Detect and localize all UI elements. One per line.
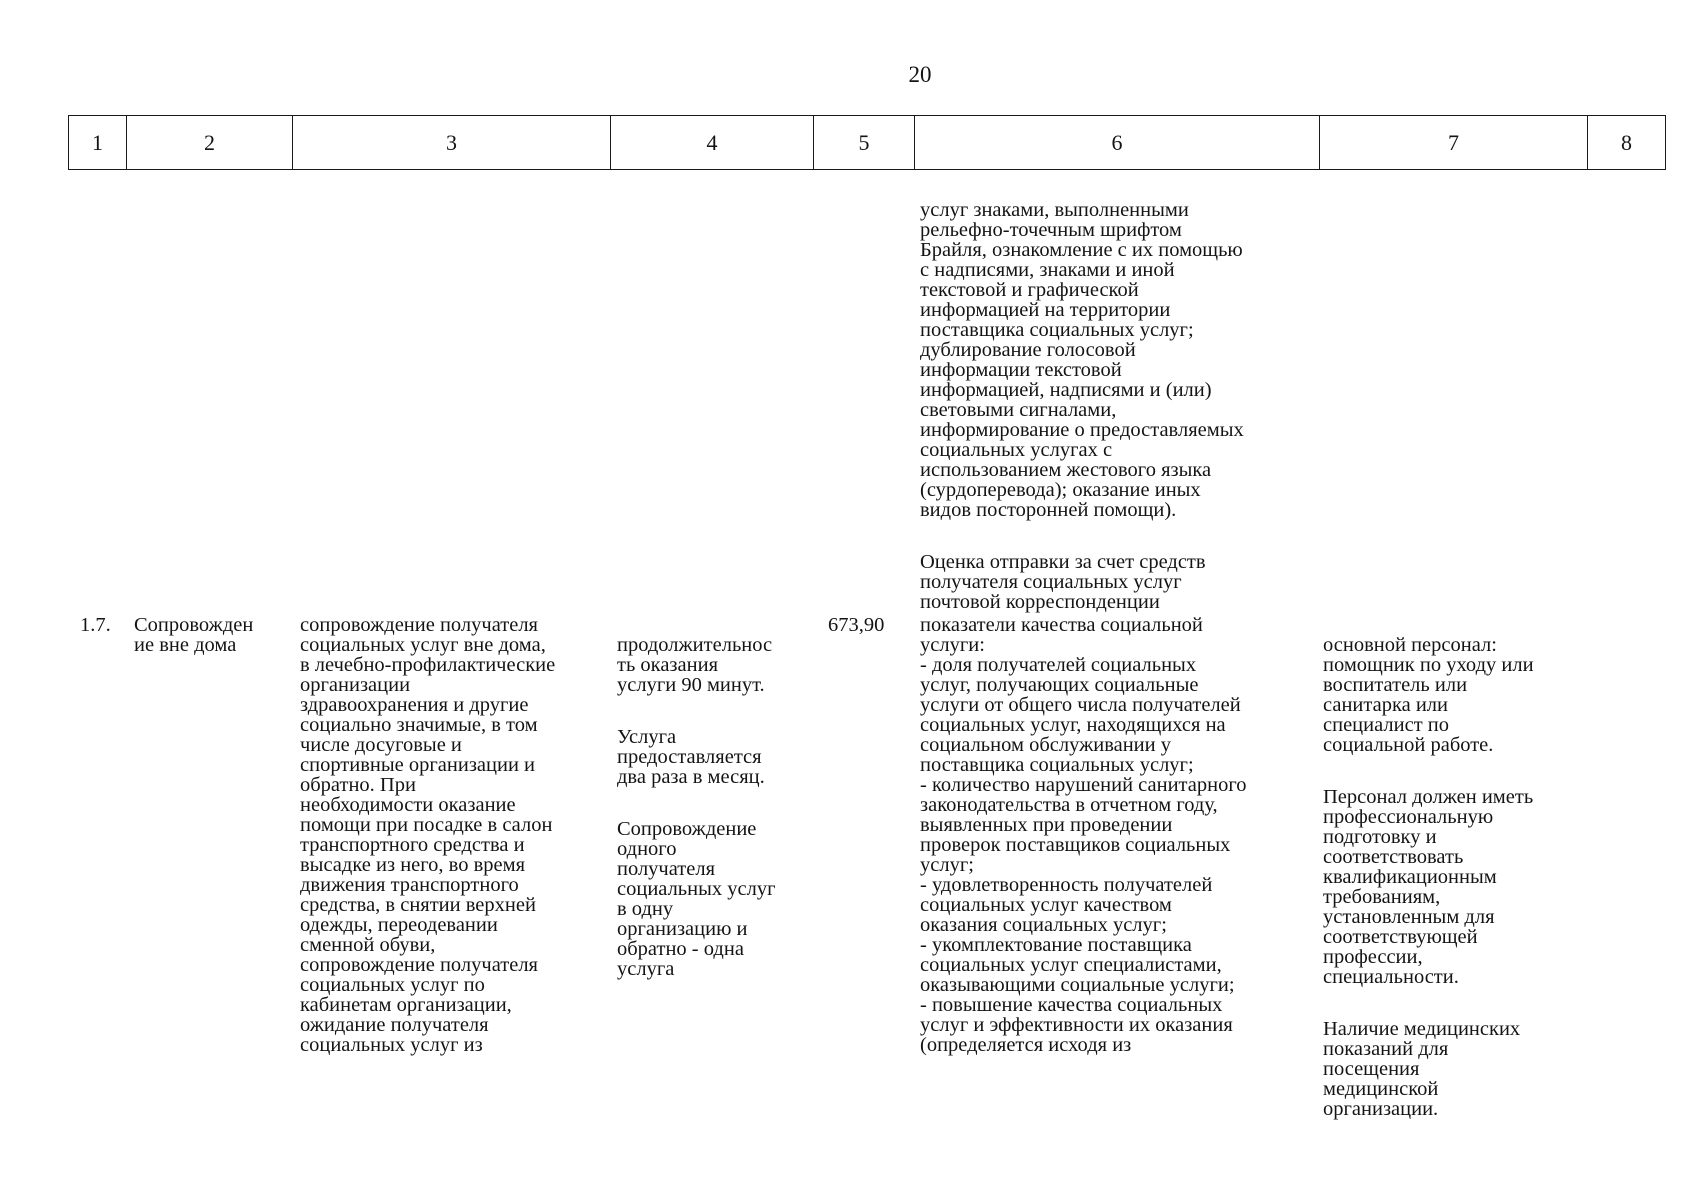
service-name: Сопровожден ие вне дома <box>134 614 254 656</box>
quality-indicators: показатели качества социальной услуги: - доля получателей социальных услуг, получающих социальные услуги от общего числа получателей социальных услуг, находящихся на социальном обслуживании у поставщика социальных услуг; - количество нарушений санитарного законодательства в отчетном году, выявленных при проведении проверок поставщиков социальных услуг; - удовлетворенность получателей социальных услуг качеством оказания социальных услуг; - укомплектование поставщика социальных услуг специалистами, оказывающими социальные услуги; - повышение качества социальных услуг и эффективности их оказания (определяется исходя из <box>920 614 1247 1056</box>
column-header-table <box>68 115 1666 170</box>
column-header-7: 7 <box>1320 116 1588 170</box>
standard-paragraph: продолжительнос ть оказания услуги 90 минут. <box>617 634 773 696</box>
conditions-paragraph: основной персонал: помощник по уходу или воспитатель или санитарка или специалист по социальной работе. <box>1323 634 1534 756</box>
standard-paragraph: Услуга предоставляется два раза в месяц. <box>617 726 765 788</box>
conditions-paragraph: Наличие медицинских показаний для посещения медицинской организации. <box>1323 1018 1521 1120</box>
service-price: 673,90 <box>828 614 885 636</box>
column-header-1: 1 <box>69 116 127 170</box>
column-header-4: 4 <box>611 116 814 170</box>
continued-paragraph: услуг знаками, выполненными рельефно-точечным шрифтом Брайля, ознакомление с их помощью с надписями, знаками и иной текстовой и графической информацией на территории поставщика социальных услуг; дублирование голосовой информации текстовой информацией, надписями и (или) световыми сигналами, информирование о предоставляемых социальных услугах с использованием жестового языка (сурдоперевода); оказание иных видов посторонней помощи). <box>920 199 1244 521</box>
continued-paragraph: Оценка отправки за счет средств получателя социальных услуг почтовой корреспонденции <box>920 551 1206 613</box>
standard-paragraph: Сопровождение одного получателя социальных услуг в одну организацию и обратно - одна услуга <box>617 818 776 980</box>
service-conditions <box>1323 615 1593 1139</box>
row-number: 1.7. <box>80 614 111 636</box>
page-number: 20 <box>908 62 932 87</box>
conditions-paragraph: Персонал должен иметь профессиональную подготовку и соответствовать квалификационным требованиям, установленным для соответствующей профессии, специальности. <box>1323 786 1534 988</box>
service-description: сопровождение получателя социальных услуг вне дома, в лечебно-профилактические организации здравоохранения и другие социально значимые, в том числе досуговые и спортивные организации и обратно. При необходимости оказание помощи при посадке в салон транспортного средства и высадке из него, во время движения транспортного средства, в снятии верхней одежды, переодевании сменной обуви, сопровождение получателя социальных услуг по кабинетам организации, ожидание получателя социальных услуг из <box>300 614 556 1056</box>
column-header-5: 5 <box>814 116 915 170</box>
service-standard <box>617 615 817 999</box>
column-header-2: 2 <box>127 116 293 170</box>
column-header-8: 8 <box>1588 116 1666 170</box>
column-header-6: 6 <box>915 116 1320 170</box>
column-header-3: 3 <box>293 116 611 170</box>
continued-cell-col6 <box>920 180 1320 632</box>
